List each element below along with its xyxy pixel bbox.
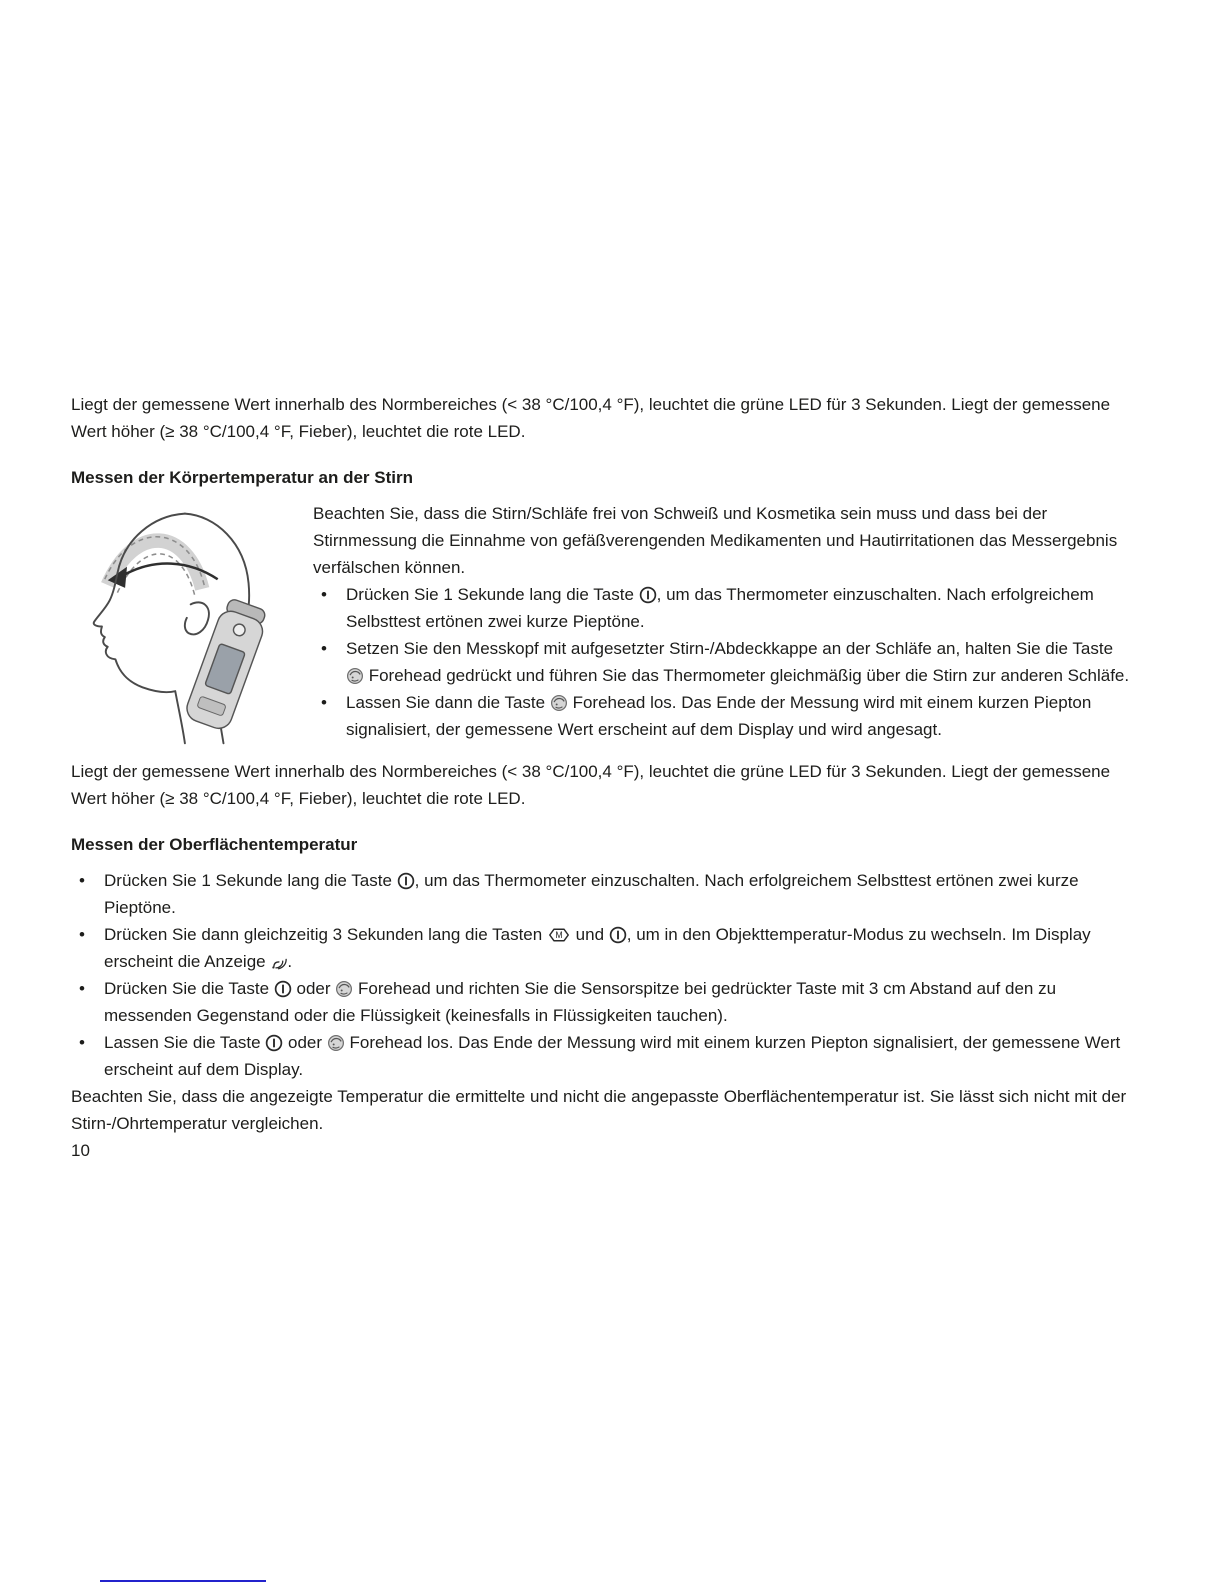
- bullet-item: • Drücken Sie die Taste oder Forehead und richten Sie die Sensorspitze bei gedrückter Taste mit 3 cm Abstand auf den zu messenden Gegenstand oder die Flüssigkeit (keinesfalls in Flüssigkeiten tauchen).: [71, 975, 1135, 1029]
- power-button-icon: [265, 1034, 283, 1052]
- bullet-item: • Drücken Sie 1 Sekunde lang die Taste , um das Thermometer einzuschalten. Nach erfolgreichem Selbsttest ertönen zwei kurze Pieptöne.: [71, 867, 1135, 921]
- surface-note-paragraph: Beachten Sie, dass die angezeigte Temperatur die ermittelte und nicht die angepasste Oberflächentemperatur ist. Sie lässt sich nicht mit der Stirn-/Ohrtemperatur vergleichen.: [71, 1087, 1127, 1133]
- forehead-intro-paragraph: Beachten Sie, dass die Stirn/Schläfe frei von Schweiß und Kosmetika sein muss und dass bei der Stirnmessung die Einnahme von gefäßverengenden Medikamenten und Hautirritationen das Messergebnis verfälschen können.: [313, 504, 1118, 577]
- m-button-icon: [547, 926, 571, 944]
- bullet-item: • Setzen Sie den Messkopf mit aufgesetzter Stirn-/Abdeckkappe an der Schläfe an, halten Sie die Taste Forehead gedrückt und führen Sie das Thermometer gleichmäßig über die Stirn zur anderen Schläfe.: [313, 635, 1135, 689]
- power-button-icon: [397, 872, 415, 890]
- forehead-section-text: [313, 500, 1135, 743]
- page-number: 10: [71, 1141, 90, 1160]
- footer-link-underline[interactable]: [100, 1580, 266, 1582]
- forehead-button-icon: [346, 667, 364, 685]
- forehead-button-icon: [327, 1034, 345, 1052]
- power-button-icon: [274, 980, 292, 998]
- power-button-icon: [609, 926, 627, 944]
- svg-text:M: M: [555, 929, 563, 940]
- surface-section-heading: Messen der Oberflächentemperatur: [71, 835, 358, 854]
- normal-range-paragraph-repeat: Liegt der gemessene Wert innerhalb des Normbereiches (< 38 °C/100,4 °F), leuchtet die grüne LED für 3 Sekunden. Liegt der gemessene Wert höher (≥ 38 °C/100,4 °F, Fieber), leuchtet die rote LED.: [71, 762, 1111, 808]
- surface-mode-icon: [270, 953, 287, 970]
- normal-range-paragraph: Liegt der gemessene Wert innerhalb des Normbereiches (< 38 °C/100,4 °F), leuchtet die grüne LED für 3 Sekunden. Liegt der gemessene Wert höher (≥ 38 °C/100,4 °F, Fieber), leuchtet die rote LED.: [71, 395, 1111, 441]
- bullet-item: • Lassen Sie dann die Taste Forehead los. Das Ende der Messung wird mit einem kurzen Piepton signalisiert, der gemessene Wert erscheint auf dem Display und wird angesagt.: [313, 689, 1135, 743]
- manual-page-content: [71, 391, 1135, 1164]
- head-profile-illustration: [71, 504, 293, 750]
- forehead-button-icon: [550, 694, 568, 712]
- bullet-item: • Drücken Sie 1 Sekunde lang die Taste , um das Thermometer einzuschalten. Nach erfolgreichem Selbsttest ertönen zwei kurze Pieptöne.: [313, 581, 1135, 635]
- forehead-bullet-list: [313, 581, 1135, 743]
- forehead-measurement-illustration: [71, 500, 313, 758]
- bullet-item: • Drücken Sie dann gleichzeitig 3 Sekunden lang die Tasten M und , um in den Objekttemperatur-Modus zu wechseln. Im Display erscheint die Anzeige .: [71, 921, 1135, 975]
- bullet-item: • Lassen Sie die Taste oder Forehead los. Das Ende der Messung wird mit einem kurzen Piepton signalisiert, der gemessene Wert erscheint auf dem Display.: [71, 1029, 1135, 1083]
- power-button-icon: [639, 586, 657, 604]
- forehead-section-body: [71, 500, 1135, 758]
- forehead-button-icon: [335, 980, 353, 998]
- surface-bullet-list: [71, 867, 1135, 1083]
- forehead-section-heading: Messen der Körpertemperatur an der Stirn: [71, 468, 413, 487]
